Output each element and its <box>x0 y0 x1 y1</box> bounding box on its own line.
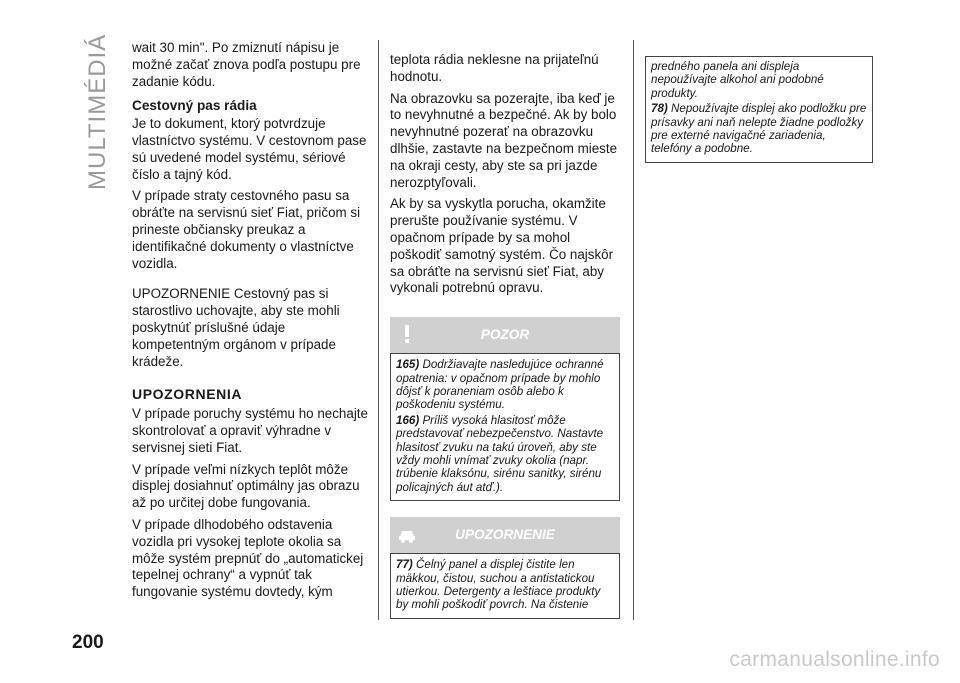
notice-item <box>651 102 867 156</box>
item-text: Príliš vysoká hlasitosť môže predstavovať nebezpečenstvo. Nastavte hlasitosť zvuku na takú úroveň, aby ste vždy mohli vnímať zvuky okolia (napr. trúbenie klaksónu, sirénu sanitky, sirénu policajných áut atď.). <box>396 413 604 494</box>
page-number: 200 <box>72 632 104 653</box>
notice-continuation-box <box>645 56 873 163</box>
paragraph: wait 30 min". Po zmiznutí nápisu je možné začať znova podľa postupu pre zadanie kódu. <box>132 40 361 89</box>
paragraph: V prípade veľmi nízkych teplôt môže displej dosiahnuť optimálny jas obrazu až po určitej dobe fungovania. <box>132 461 360 511</box>
section-side-title: MULTIMÉDIÁ <box>84 33 111 190</box>
paragraph: V prípade poruchy systému ho nechajte skontrolovať a opraviť výhradne v servisnej sieti Fiat. <box>132 406 368 455</box>
caution-item <box>396 414 614 494</box>
item-number: 165) <box>396 358 420 372</box>
paragraph: V prípade dlhodobého odstavenia vozidla pri vysokej teplote okolia sa môže systém prepnúť do „automatickej tepelnej ochrany“ a vypnúť tak fungovanie systému dovtedy, kým <box>132 516 364 600</box>
caution-header <box>390 317 620 353</box>
caution-box <box>390 317 620 501</box>
column-right <box>645 40 873 163</box>
item-text: Dodržiavajte nasledujúce ochranné opatrenia: v opačnom prípade by mohlo dôjsť k poraneniam osôb alebo k poškodeniu systému. <box>396 358 604 412</box>
item-number: 77) <box>396 558 413 572</box>
notice-continuation: predného panela ani displeja nepoužívajte alkohol ani podobné produkty. <box>651 60 824 100</box>
notice-item <box>396 558 614 612</box>
caution-body <box>390 353 620 501</box>
item-text: Čelný panel a displej čistite len mäkkou, čistou, suchou a antistatickou utierkou. Detergenty a leštiace produkty by mohli poškodiť povrch. Na čistenie <box>396 558 601 612</box>
item-number: 78) <box>651 102 668 116</box>
paragraph: teplota rádia neklesne na prijateľnú hodnotu. <box>390 52 599 84</box>
paragraph: Na obrazovku sa pozerajte, iba keď je to nevyhnutné a bezpečné. Ak by bolo nevyhnutné pozerať na obrazovku dlhšie, zastavte na bezpečnom mieste na okraji cesty, aby ste sa pri jazde nerozptyľovali. <box>390 90 618 190</box>
paragraph: V prípade straty cestovného pasu sa obráťte na servisnú sieť Fiat, pričom si prineste občiansky preukaz a identifikačné dokumenty o vlastníctve vozidla. <box>132 188 361 271</box>
car-icon <box>396 523 418 545</box>
notice-body <box>390 553 620 619</box>
column-left <box>132 40 370 606</box>
column-middle <box>390 40 620 619</box>
item-number: 166) <box>396 413 420 427</box>
notice-header <box>390 517 620 553</box>
paragraph: UPOZORNENIE Cestovný pas si starostlivo uchovajte, aby ste mohli poskytnúť príslušné údaje kompetentným orgánom v prípade krádeže. <box>132 286 340 369</box>
caution-item <box>396 358 614 412</box>
column-divider <box>633 40 634 620</box>
heading-warnings: UPOZORNENIA <box>132 386 243 403</box>
caution-title: POZOR <box>480 326 530 342</box>
notice-box <box>390 517 620 619</box>
paragraph: Ak by sa vyskytla porucha, okamžite prerušte používanie systému. V opačnom prípade by sa mohol poškodiť samotný systém. Čo najskôr sa obráťte na servisnú sieť Fiat, aby vykonali potrebnú opravu. <box>390 196 614 296</box>
item-text: Nepoužívajte displej ako podložku pre prísavky ani naň nelepte žiadne podložky pre externé navigačné zariadenia, telefóny a podobne. <box>651 102 867 156</box>
notice-title: UPOZORNENIE <box>455 526 555 542</box>
watermark: carmanualsonline.info <box>729 648 940 671</box>
exclamation-icon <box>396 323 418 345</box>
paragraph: Je to dokument, ktorý potvrdzuje vlastníctvo systému. V cestovnom pase sú uvedené model systému, sériové číslo a tajný kód. <box>132 116 367 182</box>
heading-radio-passport: Cestovný pas rádia <box>132 98 257 114</box>
column-divider <box>378 40 379 620</box>
